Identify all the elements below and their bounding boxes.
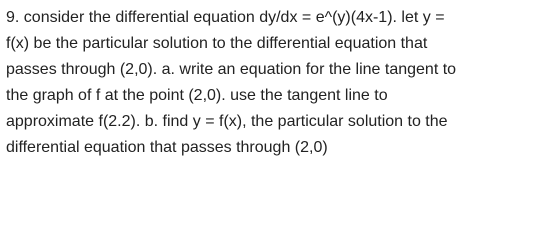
question-line-5: approximate f(2.2). b. find y = f(x), the particular solution to the [6,113,448,130]
question-text [6,5,556,161]
question-line-3: passes through (2,0). a. write an equation for the line tangent to [6,61,457,78]
question-line-6: differential equation that passes through (2,0) [6,139,328,156]
question-line-2: f(x) be the particular solution to the differential equation that [6,35,428,52]
question-line-4: the graph of f at the point (2,0). use the tangent line to [6,87,388,104]
question-line-1: 9. consider the differential equation dy/dx = e^(y)(4x-1). let y = [6,9,445,26]
